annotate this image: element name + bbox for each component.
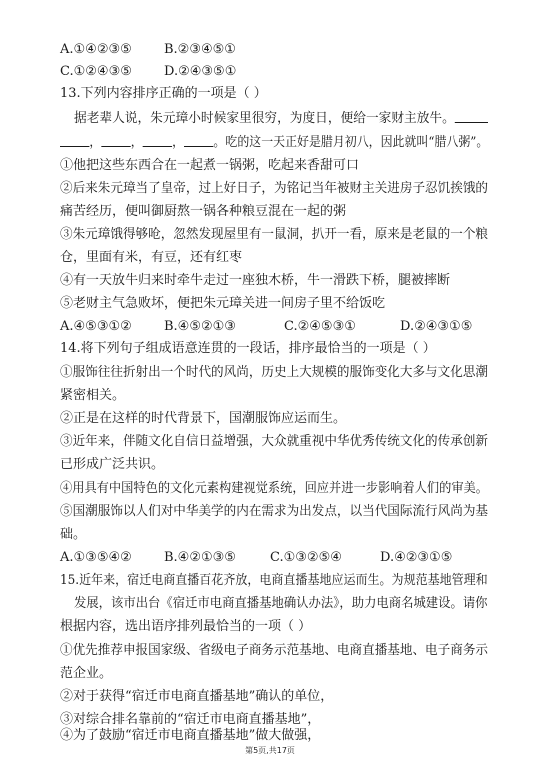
q13-sentence-5: ⑤老财主气急败坏，便把朱元璋关进一间房子里不给饭吃: [60, 296, 386, 311]
q13-intro-end: 。吃的这一天正好是腊月初八，因此就叫“腊八粥”。: [213, 135, 489, 150]
q15-stem-line3: 根据内容，选出语序排列最恰当的一项（ ）: [60, 619, 312, 634]
q13-blank-1: [455, 110, 488, 123]
q13-sentence-3-line2: 仓，里面有米，有豆，还有红枣: [60, 250, 243, 265]
q13-blank-4: [143, 134, 172, 147]
q14-sentence-1-line1: ①服饰往往折射出一个时代的风尚，历史上大规模的服饰变化大多与文化思潮: [60, 365, 489, 380]
q13-intro-line2: ， ， ， 。吃的这一天正好是腊月初八，因此就叫“腊八粥”。: [60, 134, 488, 151]
q12-option-a: A.①④②③⑤: [60, 42, 132, 57]
q14-option-d: D.④②③①⑤: [380, 550, 453, 565]
q13-sentence-3-line1: ③朱元璋饿得够呛，忽然发现屋里有一鼠洞，扒开一看，原来是老鼠的一个粮: [60, 227, 489, 242]
q14-sentence-4: ④用具有中国特色的文化元素构建视觉系统，回应并进一步影响着人们的审美。: [60, 481, 489, 496]
q14-stem: 14.将下列句子组成语意连贯的一段话，排序最恰当的一项是（ ）: [60, 341, 436, 356]
q13-option-c: C.②④⑤③①: [284, 319, 356, 334]
q12-option-d: D.②④③⑤①: [164, 64, 237, 79]
q14-option-c: C.①③②⑤④: [270, 550, 342, 565]
q14-option-a: A.①③⑤④②: [60, 550, 132, 565]
q12-option-b: B.②③④⑤①: [164, 42, 236, 57]
q13-stem: 13.下列内容排序正确的一项是（ ）: [60, 86, 267, 101]
q15-stem-line1: 15.近年来，宿迁电商直播百花齐放，电商直播基地应运而生。为规范基地管理和: [60, 573, 488, 588]
q14-sentence-2: ②正是在这样的时代背景下，国潮服饰应运而生。: [60, 411, 347, 426]
q13-option-a: A.④⑤③①②: [60, 319, 132, 334]
q15-sentence-2: ②对于获得“宿迁市电商直播基地”确认的单位，: [60, 689, 334, 704]
q13-blank-3: [101, 134, 130, 147]
q14-sentence-5-line2: 础。: [60, 527, 87, 542]
q13-intro-line1: [74, 110, 488, 127]
q13-sentence-2-line2: 痛苦经历，便叫御厨熬一锅各种粮豆混在一起的粥: [60, 204, 347, 219]
q13-sentence-2-line1: ②后来朱元璋当了皇帝，过上好日子，为铭记当年被财主关进房子忍饥挨饿的: [60, 181, 489, 196]
q15-sentence-1-line2: 范企业。: [60, 666, 113, 681]
q12-option-c: C.①②④③⑤: [60, 64, 132, 79]
q14-sentence-1-line2: 紧密相关。: [60, 388, 126, 403]
q13-blank-5: [184, 134, 213, 147]
q14-sentence-3-line2: 已形成广泛共识。: [60, 457, 165, 472]
q13-blank-2: [60, 134, 89, 147]
q13-option-d: D.②④③①⑤: [400, 319, 473, 334]
q14-sentence-5-line1: ⑤国潮服饰以人们对中华美学的内在需求为出发点，以当代国际流行风尚为基: [60, 504, 489, 519]
q15-stem-line2: 发展，该市出台《宿迁市电商直播基地确认办法》，助力电商名城建设。请你: [74, 596, 488, 611]
q15-sentence-3: ③对综合排名靠前的“宿迁市电商直播基地”，: [60, 712, 321, 727]
q14-sentence-3-line1: ③近年来，伴随文化自信日益增强，大众就重视中华优秀传统文化的传承创新: [60, 434, 489, 449]
q13-intro-text: 据老辈人说，朱元璋小时候家里很穷，为度日，便给一家财主放牛。: [74, 111, 455, 126]
q14-option-b: B.④②①③⑤: [164, 550, 236, 565]
q13-sentence-4: ④有一天放牛归来时牵牛走过一座独木桥，牛一滑跌下桥，腿被摔断: [60, 273, 451, 288]
q13-sentence-1: ①他把这些东西合在一起煮一锅粥，吃起来香甜可口: [60, 158, 360, 173]
page-footer: 第5页,共17页: [245, 746, 295, 755]
q13-option-b: B.④⑤②①③: [164, 319, 236, 334]
q15-sentence-1-line1: ①优先推荐申报国家级、省级电子商务示范基地、电商直播基地、电子商务示: [60, 643, 489, 658]
q15-sentence-4: ④为了鼓励“宿迁市电商直播基地”做大做强，: [60, 728, 321, 743]
